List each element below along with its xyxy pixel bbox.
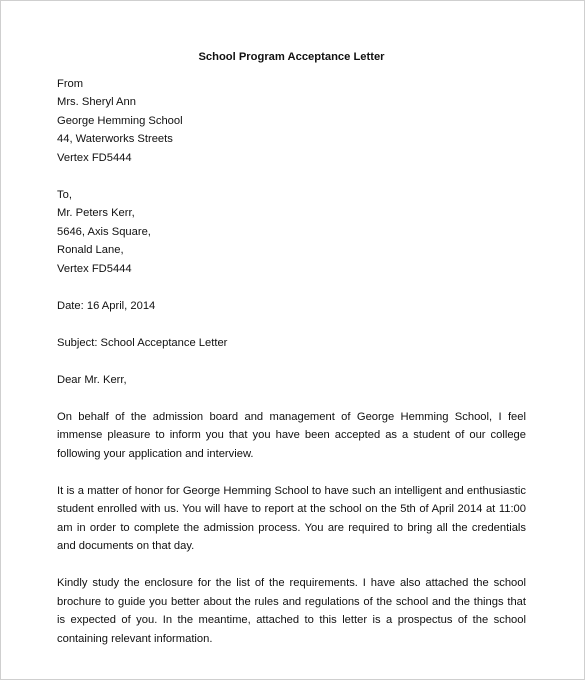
- recipient-lane: Ronald Lane,: [57, 244, 124, 256]
- letter-date: Date: 16 April, 2014: [57, 299, 156, 312]
- recipient-street: 5646, Axis Square,: [57, 225, 151, 238]
- from-label: From: [57, 77, 84, 90]
- to-label: To,: [57, 188, 72, 201]
- sender-address: [57, 75, 526, 168]
- paragraph-reporting: It is a matter of honor for George Hemming School to have such an intelligent and enthusiastic student enrolled with us. You will have to report at the school on the 5th of April 2014 at 11:00 am in order to complete the admission process. You are required to bring all the credentials and documents on that day.: [57, 484, 526, 552]
- sender-city: Vertex FD5444: [57, 151, 132, 164]
- paragraph-acceptance: On behalf of the admission board and management of George Hemming School, I feel immense pleasure to inform you that you have been accepted as a student of our college following your application and interview.: [57, 410, 526, 460]
- recipient-name: Mr. Peters Kerr,: [57, 207, 135, 219]
- salutation: Dear Mr. Kerr,: [57, 373, 127, 386]
- letter-subject: Subject: School Acceptance Letter: [57, 336, 228, 349]
- sender-name: Mrs. Sheryl Ann: [57, 96, 136, 108]
- sender-school: George Hemming School: [57, 114, 183, 127]
- letter-title: School Program Acceptance Letter: [198, 51, 385, 63]
- letter-body: [57, 48, 526, 667]
- recipient-city: Vertex FD5444: [57, 262, 132, 275]
- recipient-address: [57, 186, 526, 279]
- paragraph-enclosure: Kindly study the enclosure for the list of the requirements. I have also attached the school brochure to guide you better about the rules and regulations of the school and the things that is expected of you. In the meantime, attached to this letter is a prospectus of the school containing relevant information.: [57, 577, 526, 645]
- sender-street: 44, Waterworks Streets: [57, 133, 173, 145]
